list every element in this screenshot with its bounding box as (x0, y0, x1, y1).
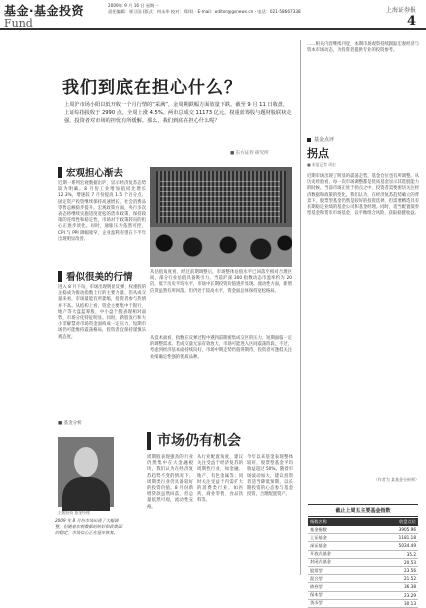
table-cell: 封闭式基金 (308, 558, 367, 566)
table-row (308, 591, 418, 599)
table-cell: 股票型 (308, 566, 367, 574)
stock-exchange-photo (150, 167, 292, 267)
market-heading (147, 430, 241, 450)
table-row (308, 566, 418, 574)
table-cell: 上证基金 (308, 534, 367, 542)
table-row (308, 526, 418, 534)
worry-article-col2: 从技术面看，指数在反弹过程中遇到前期密集成交区的压力，短期面临一定的调整需求。若成交量无法有效放大，市场可能进入区间震荡阶段。不过，考虑到经济基本面持续向好，市场中期走势仍值得期待，投资者可逢低关注业绩确定性强的优质品种。 (150, 336, 292, 360)
table-cell: 23.56 (367, 566, 418, 574)
worry-section-heading (58, 269, 133, 283)
commentary-label-text: 基金点评 (314, 137, 335, 143)
label-square (307, 138, 311, 142)
table-header-cell: 收盘点位 (367, 518, 418, 526)
table-row (308, 575, 418, 583)
table-cell: 开放式基金 (308, 550, 367, 558)
fund-index-table (308, 518, 418, 608)
table-row (308, 534, 418, 542)
fund-index-title: 截止上周五主要基金指数 (308, 504, 418, 517)
page-header (0, 0, 426, 30)
macro-article-col2: 从估值角度看，经过前期调整后，市场整体估值水平已回落至相对合理区间，部分行业估值具备吸引力。当前沪深 300 指数动态市盈率约为 20 倍，低于历史平均水平，市场中长期投资价值逐步显现。流动性方面，新增信贷虽然有所回落，但仍处于较高水平，资金面总体保持宽松格局。 (150, 270, 292, 294)
table-row (308, 599, 418, 607)
table-cell: 基金指数 (308, 526, 367, 534)
commentary-label (307, 136, 420, 143)
table-header-cell: 指数名称 (308, 518, 367, 526)
heading-bar (147, 432, 151, 450)
editor-info: 责任编辑：崔卫国 (版式：何永华 校对：郑玮) · E-mail：editor@gsnews.cn · 电话：021-58667338 (108, 9, 301, 14)
newspaper-name: 上海证券报 (385, 7, 416, 14)
heading-bar (58, 167, 62, 178)
issue-date: 2009年 9 月 16 日 星期一 (108, 3, 159, 8)
section-title: 基金·基金投资 (4, 4, 85, 18)
table-cell: 5034.49 (367, 542, 418, 550)
market-article-col1: 周期股表现强劲的行业仍然集中在大金融板块，我们认为在经济复苏趋势不变的情况下，周期类行业仍具备较好的投资价值。8 月份新增贷款虽然回落，但总量依然可观，流动性充裕。 (147, 455, 193, 510)
main-headline: 我们到底在担心什么？ (62, 78, 242, 98)
author-portrait (58, 437, 114, 507)
table-cell: 货币型 (308, 599, 367, 607)
market-article-col2: 从行业配置角度，建议关注受益于经济复苏的周期性行业，如金融、地产、有色金属等；同时关注受益于内需扩大的消费类行业，如医药、商业零售、食品饮料等。 (197, 455, 243, 504)
table-row (308, 542, 418, 550)
commentary-text: 近期市场出现了明显的震荡走势，基金仓位也有所调整。从历史经验看，每一次市场调整都是优质基金显示其选股能力的时候。当前市场正处于拐点之中，投资者需要密切关注经济数据和政策的变化。我们认为，在经济复苏趋势确立的背景下，股票型基金仍然是较好的投资选择，但需要精选具有长期稳定业绩的基金公司和基金经理。同时，适当配置债券型基金和货币市场基金，以平衡组合风险，获取稳健收益。 (307, 174, 419, 217)
table-row (308, 558, 418, 566)
table-cell: 1181.18 (367, 534, 418, 542)
table-header-row (308, 518, 418, 526)
table-cell: 债券型 (308, 583, 367, 591)
table-cell: 保本型 (308, 591, 367, 599)
table-cell: 20.53 (367, 558, 418, 566)
macro-article-col1: 近期一系列宏观数据出炉，显示经济复苏态势较为明确。8 月份工业增加值同比增长 12.3%，增速较 7 月份提高 1.5 个百分点；固定资产投资继续保持高速增长，社会消费品零售总额稳步提升。宏观政策方面，央行多次表态将继续实施适度宽松的货币政策，保持政策的连续性和稳定性，市场对于政策转向的担心正逐步淡化。同时，通胀压力依然可控，CPI 与 PPI 降幅收窄，企业盈利有望在下半年出现明显改善。 (58, 181, 146, 242)
right-column-top-text: ……相关内容继续刊登，本期市场观察持续跟踪宏观经济与资本市场动态，为投资者提供专业的投资参考。 (307, 42, 419, 54)
right-column (300, 40, 420, 575)
table-cell: 30.13 (367, 599, 418, 607)
table-cell: 35.2 (367, 550, 418, 558)
market-article-col3: 今年以来基金表现整体较好，股票型基金平均收益超过 50%。随着市场波动加大，建议投资者适当降低预期，以长期投资的心态参与基金投资，合理配置资产。 (247, 455, 293, 498)
header-meta (108, 3, 308, 15)
portrait-suit (62, 477, 110, 511)
commentary-byline: （作者为 某基金分析师） (373, 477, 419, 482)
market-author: ■ 基金分析 (58, 421, 82, 426)
commentary-author: ■ 本报记者 周宏 (307, 162, 336, 167)
worry-section-title: 看似很美的行情 (66, 272, 133, 283)
table-cell: 混合型 (308, 575, 367, 583)
portrait-caption: 主题投资 基金经理 (58, 510, 90, 515)
crowd-silhouettes (150, 227, 292, 267)
lead-paragraph: 上周沪市场小阳以低开收一个月行情的“采满”，金周期跌幅方面放量下跌。截至 9 月 11 日收盘，上证综指报收于 2990 点，全周上涨 4.5%。两市总成交 11173 亿元，权重蓝筹股与题材股联袂走强，投资者对市场的担忧有所缓解。那么，我们到底在担心什么呢？ (64, 102, 292, 124)
lead-author: ■ 东方证券 研究所 (230, 151, 269, 156)
macro-section-heading (58, 165, 123, 179)
table-cell: 36.38 (367, 583, 418, 591)
portrait-face (74, 447, 98, 477)
worry-article-col1: 进入 8 月下旬，市场出现明显反弹，权重股的企稳成为推动指数上行的主要力量。但从成交量来看，市场量能有所萎缩，投资者参与热情并不高。从结构上看，资金主要集中于银行、地产等大盘蓝筹股，中小盘个股表现相对弱势，市场分化特征明显。同时，新股发行和大小非解禁对市场资金面构成一定压力，短期市场仍可能维持震荡格局，投资者宜保持谨慎乐观态度。 (58, 285, 146, 340)
table-cell: 21.52 (367, 575, 418, 583)
fund-index-box (308, 504, 418, 608)
heading-bar (58, 271, 62, 282)
table-cell: 3905.96 (367, 526, 418, 534)
market-title: 市场仍有机会 (157, 433, 241, 449)
table-cell: 23.29 (367, 591, 418, 599)
page-number: 4 (406, 14, 416, 29)
ticker-board-lines (160, 177, 280, 217)
table-row (308, 583, 418, 591)
market-intro: 2009 年 8 月份市场出现了大幅调整，但随着宏观数据的转好和政策面的稳定，市场信心正在逐步恢复。 (55, 518, 123, 535)
section-subtitle: Fund (4, 17, 33, 30)
table-row (308, 550, 418, 558)
macro-section-title: 宏观担心渐去 (66, 168, 124, 179)
commentary-title: 拐点 (307, 147, 329, 160)
table-cell: 深证基金 (308, 542, 367, 550)
